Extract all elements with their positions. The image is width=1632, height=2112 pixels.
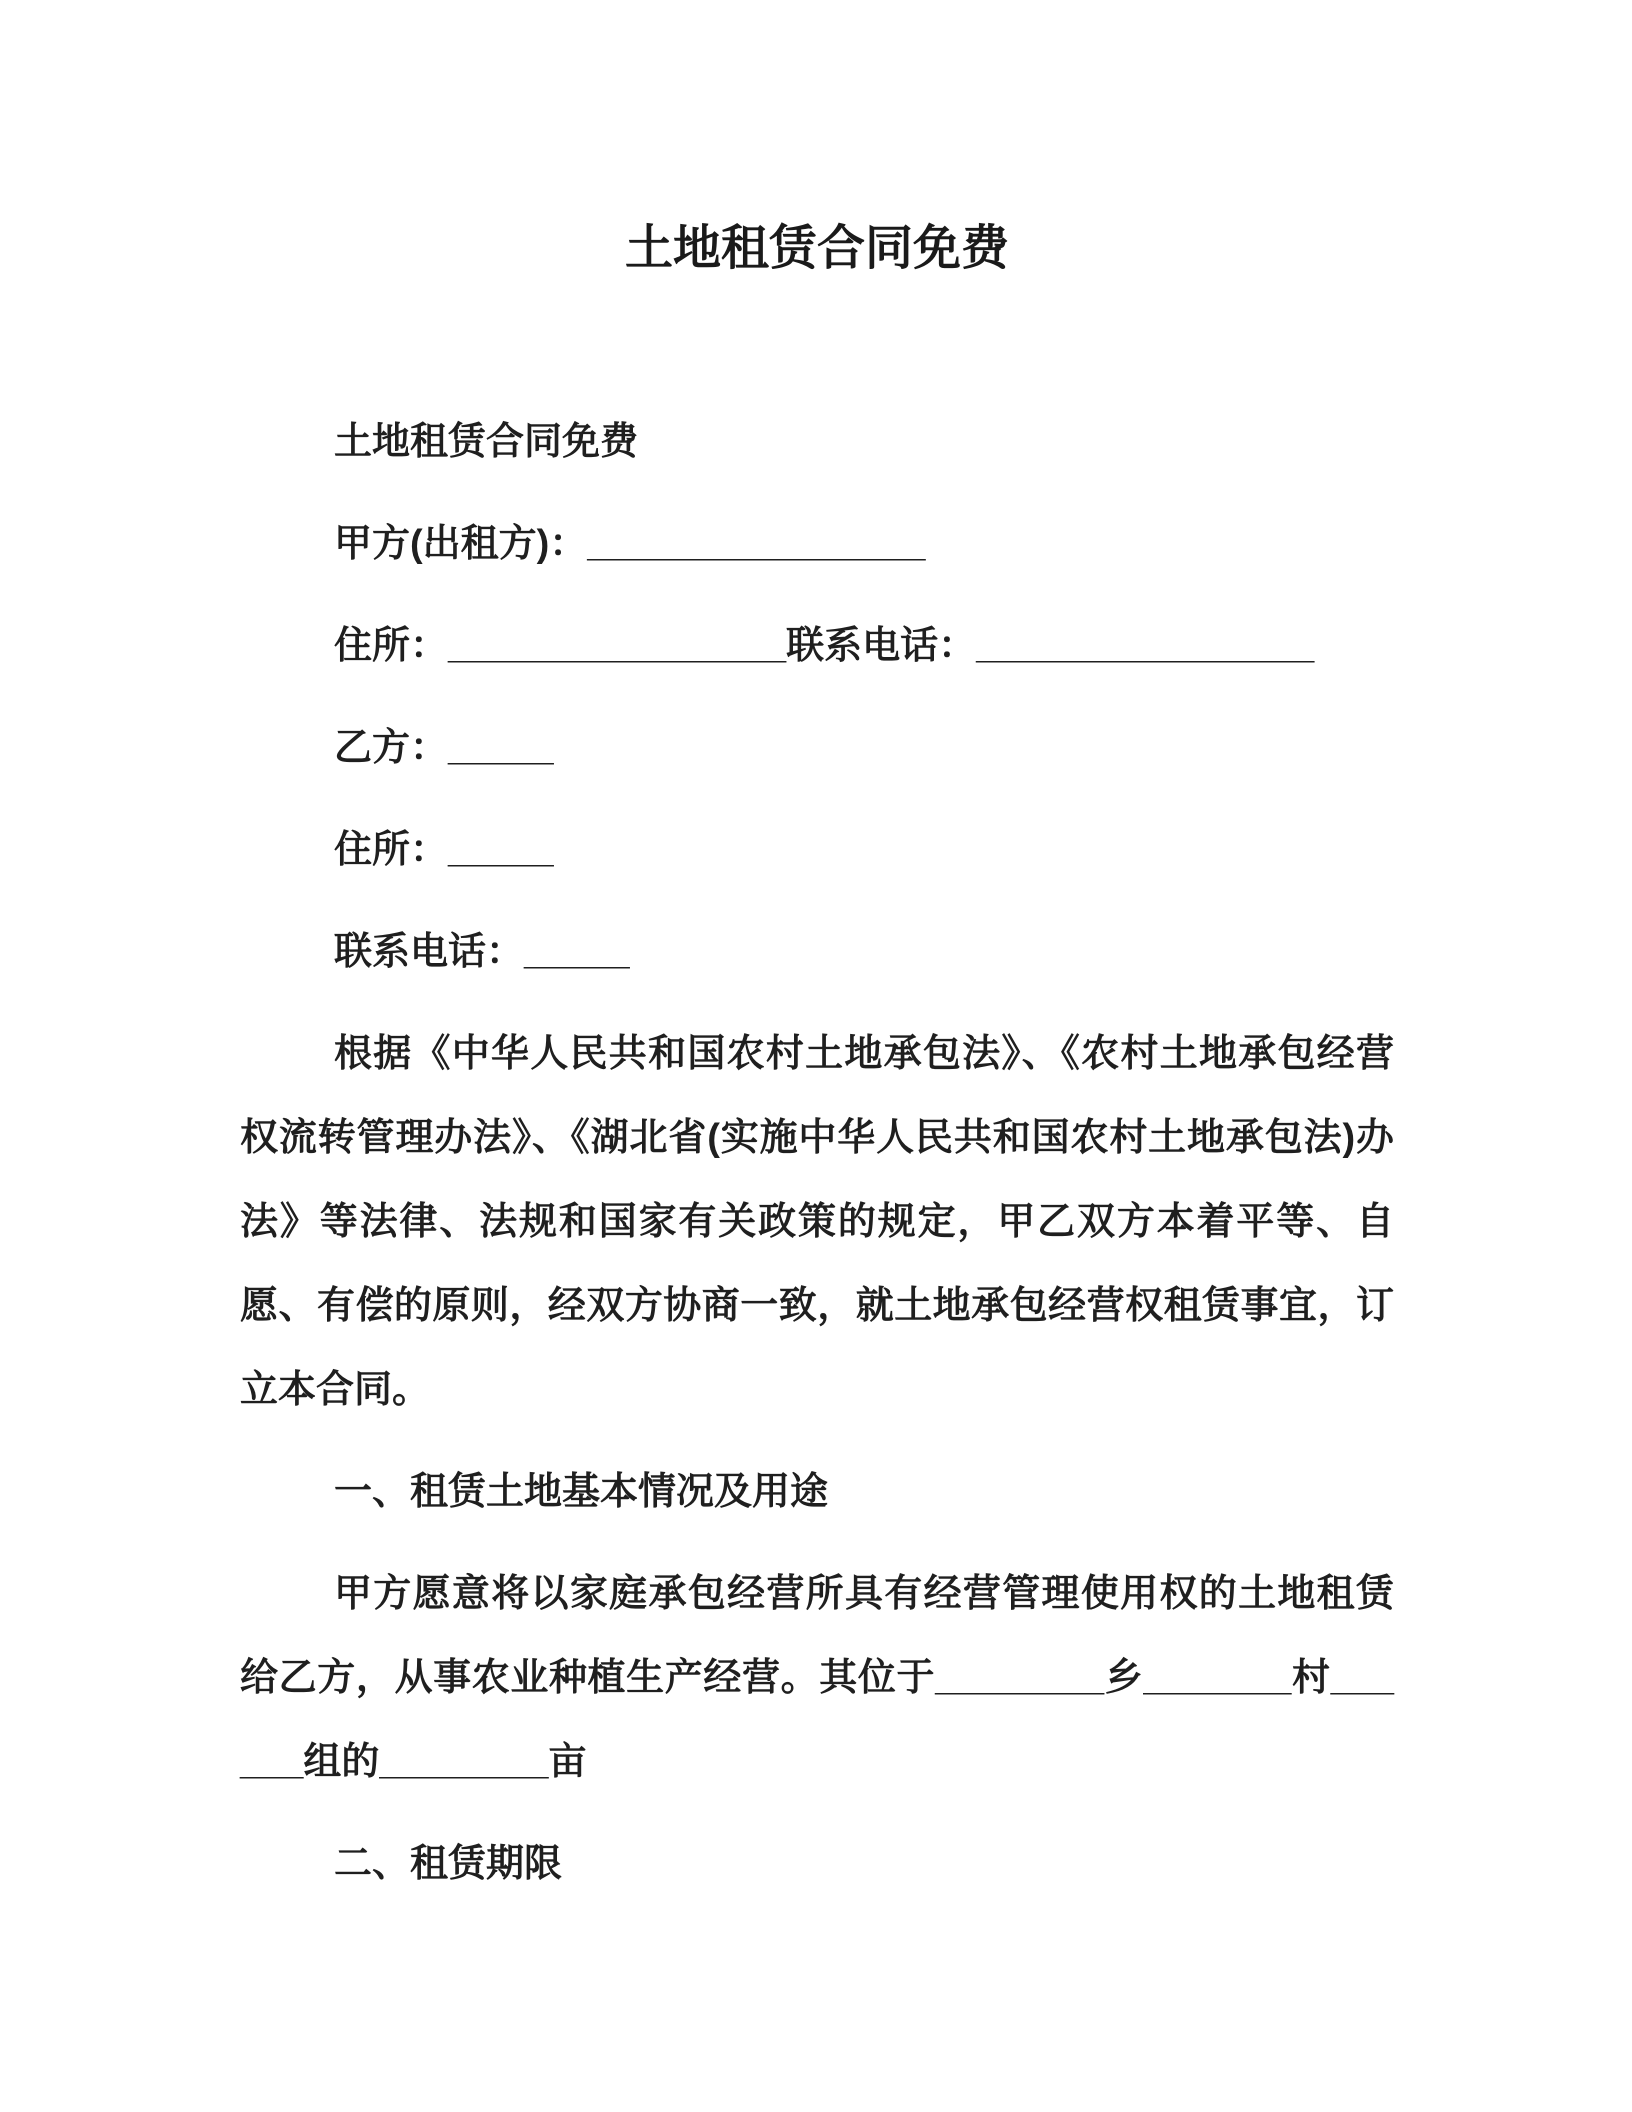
paragraph-party-b-address-blank: 住所：_____ xyxy=(334,828,554,871)
paragraph-party-b-blank: 乙方：_____ xyxy=(334,726,554,769)
paragraph-party-a-address-phone-blank: 住所：________________联系电话：________________ xyxy=(334,624,1315,667)
paragraph-party-b-phone-blank: 联系电话：_____ xyxy=(334,930,630,973)
paragraph-land-description-blanks: 甲方愿意将以家庭承包经营所具有经营管理使用权的土地租赁给乙方，从事农业种植生产经营。其位于________乡_______村______组的________亩 xyxy=(240,1572,1394,1783)
document-title: 土地租赁合同免费 xyxy=(624,222,1009,275)
section-heading-2-lease-term: 二、租赁期限 xyxy=(334,1842,563,1885)
paragraph-party-a-blank: 甲方(出租方)：________________ xyxy=(334,522,926,565)
paragraph-subtitle: 土地租赁合同免费 xyxy=(334,420,639,463)
paragraph-preamble-legal-basis: 根据《中华人民共和国农村土地承包法》、《农村土地承包经营权流转管理办法》、《湖北省(实施中华人民共和国农村土地承包法)办法》等法律、法规和国家有关政策的规定，甲乙双方本着平等、自愿、有偿的原则，经双方协商一致，就土地承包经营权租赁事宜，订立本合同。 xyxy=(240,1032,1394,1411)
section-heading-1-land-basic-info: 一、租赁土地基本情况及用途 xyxy=(334,1470,829,1513)
